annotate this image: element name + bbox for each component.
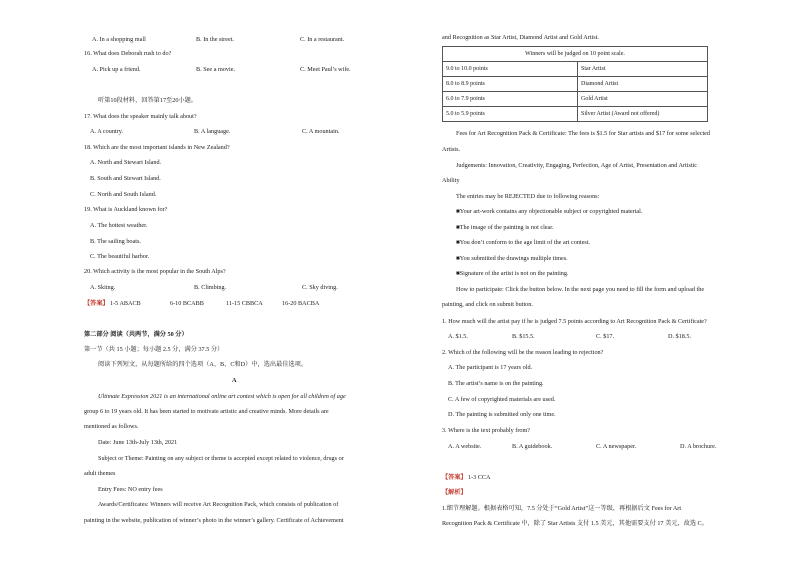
q20-option-c: C. Sky diving. bbox=[302, 284, 338, 291]
q2-option-b: B. The artist’s name is on the painting. bbox=[448, 380, 544, 387]
q19-option-a: A. The hottest weather. bbox=[90, 222, 148, 229]
table-row bbox=[443, 92, 708, 107]
q17-option-c: C. A mountain. bbox=[302, 128, 340, 135]
subject-line-1: Subject or Theme: Painting on any subject or theme is accepted except related to violence, drugs or bbox=[98, 455, 344, 462]
table-cell: 9.0 to 10.0 points bbox=[443, 62, 578, 77]
reject-item: ■You submitted the drawings multiple times. bbox=[456, 255, 568, 262]
answer-6-10: 6-10 BCABB bbox=[170, 300, 204, 307]
reject-item: ■Signature of the artist is not on the painting. bbox=[456, 270, 569, 277]
table-cell: Star Artist bbox=[578, 62, 708, 77]
q15-option-a: A. In a shopping mall bbox=[92, 36, 146, 43]
q16-option-c: C. Meet Paul’s wife. bbox=[300, 66, 351, 73]
table-cell: 8.0 to 8.9 points bbox=[443, 77, 578, 92]
table-cell: Silver Artist (Award not offered) bbox=[578, 107, 708, 122]
q16-option-b: B. See a movie. bbox=[196, 66, 236, 73]
passage-line-2: group 6 to 19 years old. It has been started to motivate artistic and creative minds. More details are bbox=[84, 408, 329, 415]
answer-1-3: 1-3 CCA bbox=[468, 474, 491, 481]
q2-text: 2. Which of the following will be the reason leading to rejection? bbox=[442, 349, 604, 356]
q18-option-a: A. North and Stewart Island. bbox=[90, 159, 162, 166]
q15-option-b: B. In the street. bbox=[196, 36, 234, 43]
q1-option-a: A. $1.5. bbox=[448, 333, 468, 340]
continued-line: and Recognition as Star Artist, Diamond Artist and Gold Artist. bbox=[442, 34, 599, 41]
q18-option-c: C. North and South Island. bbox=[90, 191, 157, 198]
q20-text: 20. Which activity is the most popular in the South Alps? bbox=[84, 268, 226, 275]
q3-option-c: C. A newspaper. bbox=[596, 443, 637, 450]
q19-option-b: B. The sailing boats. bbox=[90, 238, 141, 245]
q19-option-c: C. The beautiful harbor. bbox=[90, 253, 150, 260]
fees-line-2: Artists. bbox=[442, 146, 461, 153]
how-line-1: How to participate: Click the button below. In the next page you need to fill the form and upload the bbox=[456, 286, 705, 293]
q3-option-b: B. A guidebook. bbox=[512, 443, 553, 450]
q3-option-d: D. A brochure. bbox=[680, 443, 717, 450]
q16-text: 16. What does Deborah rush to do? bbox=[84, 50, 172, 57]
awards-line-1: Awards/Certificates: Winners will receive Art Recognition Pack, which consists of publication of bbox=[98, 501, 339, 508]
table-cell: Diamond Artist bbox=[578, 77, 708, 92]
judgements-line-1: Judgements: Innovation, Creativity, Engaging, Perfection, Age of Artist, Presentation and Artistic bbox=[456, 162, 698, 169]
q1-option-b: B. $15.5. bbox=[512, 333, 535, 340]
table-cell: 6.0 to 7.9 points bbox=[443, 92, 578, 107]
analysis-line-1: 1.细节理解题。根据表格可知，7.5 分处于“Gold Artist”这一等级，再根据后文 Fees for Art bbox=[442, 505, 682, 512]
passage-label: A bbox=[232, 377, 237, 384]
table-header: Winners will be judged on 10 point scale. bbox=[443, 47, 708, 62]
q17-text: 17. What does the speaker mainly talk about? bbox=[84, 113, 197, 120]
q19-text: 19. What is Auckland known for? bbox=[84, 206, 168, 213]
listening-instruction: 听第10段材料，回答第17至20小题。 bbox=[98, 97, 197, 104]
q16-option-a: A. Pick up a friend. bbox=[92, 66, 141, 73]
part2-title: 第二部分 阅读（共两节，满分 50 分） bbox=[84, 331, 188, 338]
analysis-tag: 【解析】 bbox=[442, 489, 467, 496]
reject-intro: The entries may be REJECTED due to following reasons: bbox=[456, 193, 600, 200]
table-row bbox=[443, 62, 708, 77]
contest-date: Date: June 13th-July 13th, 2021 bbox=[98, 439, 178, 446]
subject-line-2: adult themes bbox=[84, 470, 116, 477]
answer-11-15: 11-15 CBBCA bbox=[226, 300, 263, 307]
passage-line-1: Ultimate Expression 2021 is an international online art contest which is open for all children of age bbox=[98, 393, 346, 400]
awards-line-2: painting in the website, publication of winner’s photo in the winner’s gallery. Certificate of Achievement bbox=[84, 517, 344, 524]
q2-option-c: C. A few of copyrighted materials are used. bbox=[448, 396, 556, 403]
q18-option-b: B. South and Stewart Island. bbox=[90, 175, 161, 182]
table-row bbox=[443, 107, 708, 122]
q1-option-c: C. $17. bbox=[596, 333, 615, 340]
section1-title: 第一节（共 15 小题；每小题 2.5 分，满分 37.5 分） bbox=[84, 346, 224, 353]
q20-option-a: A. Skiing. bbox=[90, 284, 116, 291]
q17-option-a: A. A country. bbox=[90, 128, 123, 135]
q17-option-b: B. A language. bbox=[194, 128, 231, 135]
q3-option-a: A. A website. bbox=[448, 443, 482, 450]
reject-item: ■You don’t conform to the age limit of the art contest. bbox=[456, 239, 591, 246]
q1-text: 1. How much will the artist pay if he is judged 7.5 points according to Art Recognition Pack & Certificate? bbox=[442, 318, 707, 325]
answer-tag-right: 【答案】 bbox=[442, 474, 467, 481]
table-cell: Gold Artist bbox=[578, 92, 708, 107]
scoring-table bbox=[442, 46, 708, 122]
section1-instruction: 阅读下列短文，从每题所给的四个选项（A、B、C和D）中，选出最佳选项。 bbox=[98, 361, 308, 368]
analysis-line-2: Recognition Pack & Certificate 中，除了 Star Artists 支付 1.5 美元，其他需要支付 17 美元，故选 C。 bbox=[442, 520, 708, 527]
table-header-row bbox=[443, 47, 708, 62]
fees-line-1: Fees for Art Recognition Pack & Certificate: The fees is $1.5 for Star artists and $17 for some selected bbox=[456, 130, 711, 137]
q2-option-a: A. The participant is 17 years old. bbox=[448, 364, 533, 371]
entry-fees: Entry Fees: NO entry fees bbox=[98, 486, 163, 493]
reject-item: ■Your art-work contains any objectionable subject or copyrighted material. bbox=[456, 208, 643, 215]
how-line-2: painting, and click on submit button. bbox=[442, 301, 533, 308]
q15-option-c: C. In a restaurant. bbox=[300, 36, 345, 43]
judgements-line-2: Ability bbox=[442, 177, 460, 184]
reject-item: ■The image of the painting is not clear. bbox=[456, 224, 554, 231]
passage-line-3: mentioned as follows. bbox=[84, 423, 139, 430]
q2-option-d: D. The painting is submitted only one time. bbox=[448, 411, 556, 418]
answer-16-20: 16-20 BACBA bbox=[282, 300, 320, 307]
table-row bbox=[443, 77, 708, 92]
table-cell: 5.0 to 5.9 points bbox=[443, 107, 578, 122]
q1-option-d: D. $18.5. bbox=[668, 333, 692, 340]
answer-tag: 【答案】 bbox=[84, 300, 109, 307]
answer-1-5: 1-5 ABACB bbox=[110, 300, 141, 307]
q18-text: 18. Which are the most important islands in New Zealand? bbox=[84, 144, 230, 151]
q3-text: 3. Where is the text probably from? bbox=[442, 427, 531, 434]
q20-option-b: B. Climbing. bbox=[194, 284, 227, 291]
